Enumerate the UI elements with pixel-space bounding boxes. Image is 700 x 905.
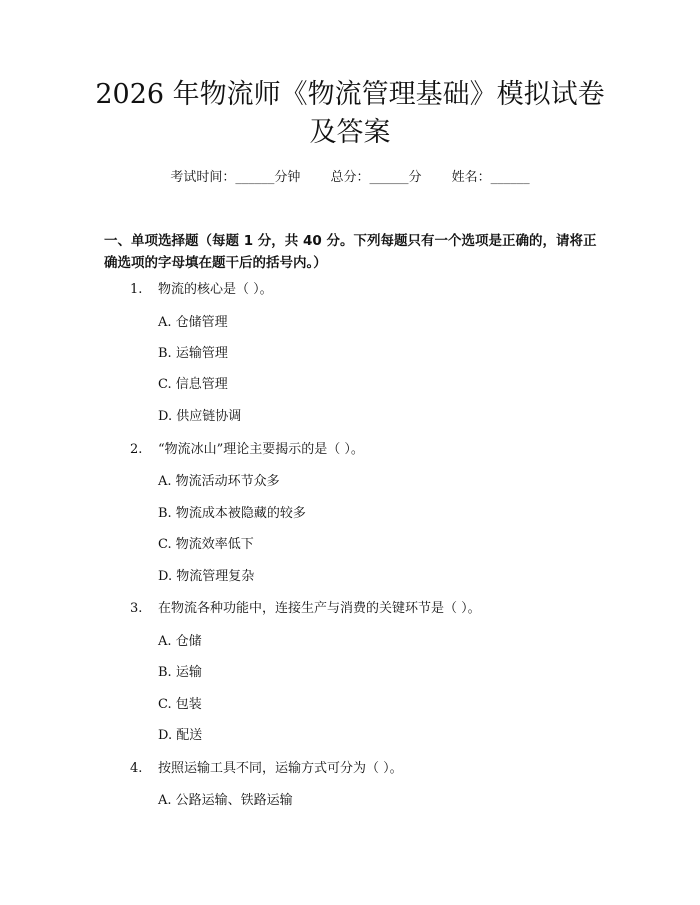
option: A. 仓储 [158, 634, 202, 649]
option: D. 配送 [158, 728, 203, 743]
question-text: 按照运输工具不同，运输方式可分为（ ）。 [158, 761, 403, 776]
exam-time-field: 考试时间：______分钟 [170, 170, 301, 185]
question-text: “物流冰山”理论主要揭示的是（ ）。 [158, 442, 364, 457]
page-title: 2026 年物流师《物流管理基础》模拟试卷及答案 [95, 79, 605, 148]
question-number: 1. [130, 282, 143, 297]
question-number: 3. [130, 601, 143, 616]
question-1 [130, 280, 273, 300]
option: D. 供应链协调 [158, 409, 242, 424]
question-text: 物流的核心是（ ）。 [158, 282, 273, 297]
total-score-field: 总分：______分 [330, 170, 422, 185]
name-field: 姓名：______ [451, 170, 530, 185]
option: D. 物流管理复杂 [158, 569, 255, 584]
option: B. 运输 [158, 665, 202, 680]
option: C. 物流效率低下 [158, 537, 254, 552]
exam-meta [0, 168, 700, 188]
option: C. 包装 [158, 697, 202, 712]
option: C. 信息管理 [158, 377, 228, 392]
question-number: 4. [130, 761, 143, 776]
question-4 [130, 759, 403, 779]
question-text: 在物流各种功能中，连接生产与消费的关键环节是（ ）。 [158, 601, 481, 616]
option: A. 物流活动环节众多 [158, 474, 280, 489]
question-3 [130, 599, 481, 619]
option: A. 公路运输、铁路运输 [158, 793, 293, 808]
question-2 [130, 440, 364, 460]
option: B. 物流成本被隐藏的较多 [158, 506, 306, 521]
section-heading: 一、单项选择题（每题 1 分，共 40 分。下列每题只有一个选项是正确的，请将正确选项的字母填在题干后的括号内。） [104, 233, 597, 271]
option: B. 运输管理 [158, 346, 228, 361]
question-number: 2. [130, 442, 143, 457]
option: A. 仓储管理 [158, 315, 228, 330]
